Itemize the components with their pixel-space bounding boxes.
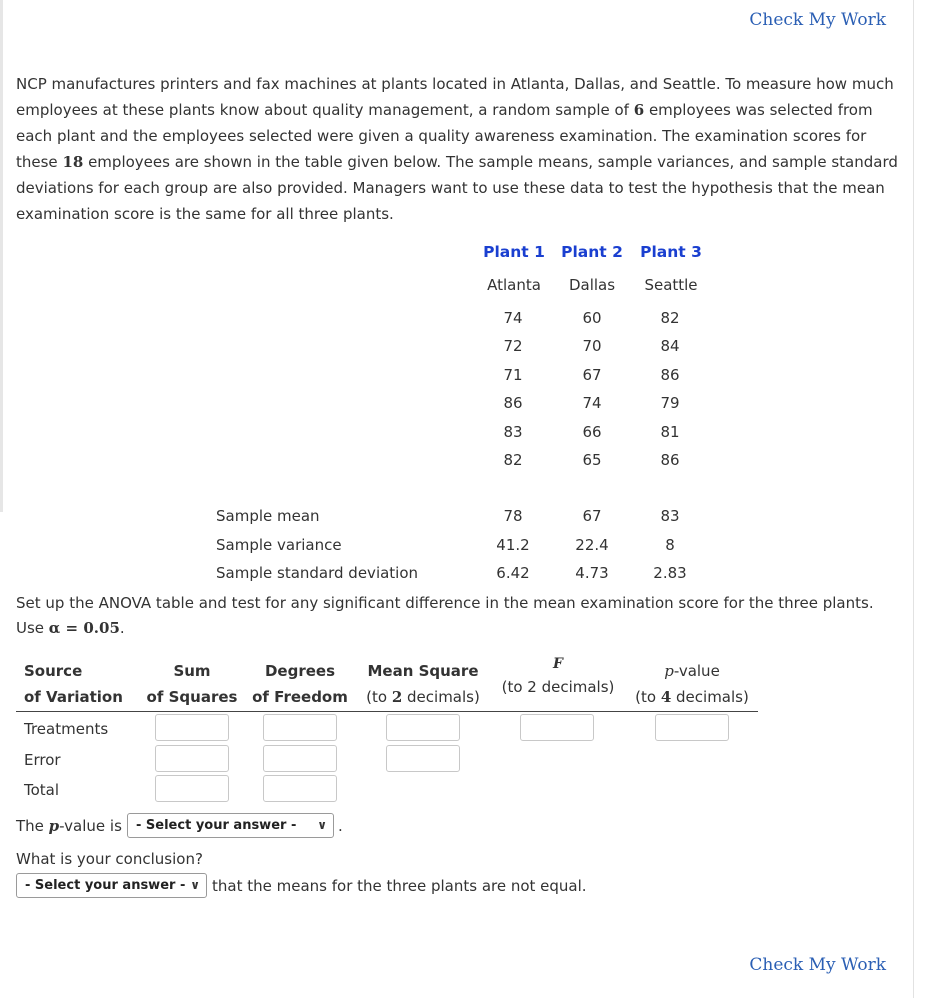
df-treatments-input[interactable] (263, 714, 337, 741)
plant-3-city: Seattle (644, 276, 698, 294)
ss-total-input[interactable] (155, 775, 229, 802)
plant-1-city: Atlanta (487, 276, 541, 294)
pvalue-period: . (338, 817, 343, 835)
check-my-work-link-bottom[interactable]: Check My Work (749, 955, 886, 975)
score-cell: 71 (503, 366, 523, 384)
col-ss-1: Sum (173, 662, 211, 680)
score-cell: 74 (503, 309, 523, 327)
sample-sd-label: Sample standard deviation (216, 564, 419, 582)
col-source-2: of Variation (24, 688, 123, 706)
chevron-down-icon: ∨ (190, 878, 200, 892)
pvalue-prompt: The p-value is (16, 817, 122, 835)
plant-2-variance: 22.4 (575, 536, 609, 554)
score-cell: 86 (660, 451, 680, 469)
problem-text: NCP manufactures printers and fax machines at plants located in Atlanta, Dallas, and Seattle. To measure how much employees at these plants know about quality management, a random sample of 6 employees was selected from each plant and the employees selected were given a quality awareness examination. The examination scores for these 18 employees are shown in the table given below. The sample means, sample variances, and sample standard deviations for each group are also provided. Managers want to use these data to test the hypothesis that the mean examination score is the same for all three plants. (16, 75, 898, 223)
ss-error-input[interactable] (155, 745, 229, 772)
score-cell: 60 (582, 309, 602, 327)
col-ms-1: Mean Square (367, 662, 479, 680)
left-border (0, 0, 3, 512)
conclusion-select[interactable]: - Select your answer - ∨ (16, 873, 207, 898)
score-cell: 82 (660, 309, 680, 327)
anova-header-divider (16, 711, 758, 712)
check-my-work-link-top[interactable]: Check My Work (749, 10, 886, 30)
chevron-down-icon: ∨ (317, 818, 327, 832)
anova-question: Set up the ANOVA table and test for any significant difference in the mean examination score for the three plants. (16, 594, 874, 612)
score-cell: 79 (660, 394, 680, 412)
score-cell: 83 (503, 423, 523, 441)
score-cell: 82 (503, 451, 523, 469)
sample-variance-label: Sample variance (216, 536, 342, 554)
col-source-1: Source (24, 662, 83, 680)
plant-3-mean: 83 (660, 507, 680, 525)
row-total-label: Total (24, 781, 60, 799)
ss-treatments-input[interactable] (155, 714, 229, 741)
plant-3-variance: 8 (665, 536, 675, 554)
score-cell: 66 (582, 423, 602, 441)
conclusion-text: that the means for the three plants are not equal. (212, 877, 587, 895)
score-cell: 86 (503, 394, 523, 412)
plant-1-sd: 6.42 (496, 564, 530, 582)
col-p-1: p-value (664, 662, 720, 680)
col-f-1: F (553, 656, 563, 672)
alpha-value: α = 0.05 (48, 619, 120, 637)
score-cell: 86 (660, 366, 680, 384)
plant-3-sd: 2.83 (653, 564, 687, 582)
plant-2-header: Plant 2 (561, 243, 623, 261)
col-df-1: Degrees (264, 662, 336, 680)
row-error-label: Error (24, 751, 61, 769)
alpha-line: Use α = 0.05. (16, 619, 125, 637)
col-ms-2: (to 2 decimals) (366, 688, 480, 706)
col-p-2: (to 4 decimals) (635, 688, 749, 706)
right-border (913, 0, 914, 998)
df-error-input[interactable] (263, 745, 337, 772)
plant-1-header: Plant 1 (483, 243, 545, 261)
plant-2-mean: 67 (582, 507, 602, 525)
conclusion-question: What is your conclusion? (16, 850, 203, 868)
col-f-2: (to 2 decimals) (501, 678, 615, 696)
col-ss-2: of Squares (146, 688, 238, 706)
score-cell: 81 (660, 423, 680, 441)
ms-error-input[interactable] (386, 745, 460, 772)
col-df-2: of Freedom (252, 688, 348, 706)
plant-2-city: Dallas (568, 276, 616, 294)
score-cell: 65 (582, 451, 602, 469)
score-cell: 74 (582, 394, 602, 412)
row-treatments-label: Treatments (24, 720, 109, 738)
score-cell: 70 (582, 337, 602, 355)
p-value-input[interactable] (655, 714, 729, 741)
plant-1-mean: 78 (503, 507, 523, 525)
f-input[interactable] (520, 714, 594, 741)
score-cell: 72 (503, 337, 523, 355)
score-cell: 67 (582, 366, 602, 384)
plant-2-sd: 4.73 (575, 564, 609, 582)
ms-treatments-input[interactable] (386, 714, 460, 741)
sample-mean-label: Sample mean (216, 507, 320, 525)
plant-1-variance: 41.2 (496, 536, 530, 554)
pvalue-select[interactable]: - Select your answer - ∨ (127, 813, 334, 838)
score-cell: 84 (660, 337, 680, 355)
plant-3-header: Plant 3 (640, 243, 702, 261)
df-total-input[interactable] (263, 775, 337, 802)
